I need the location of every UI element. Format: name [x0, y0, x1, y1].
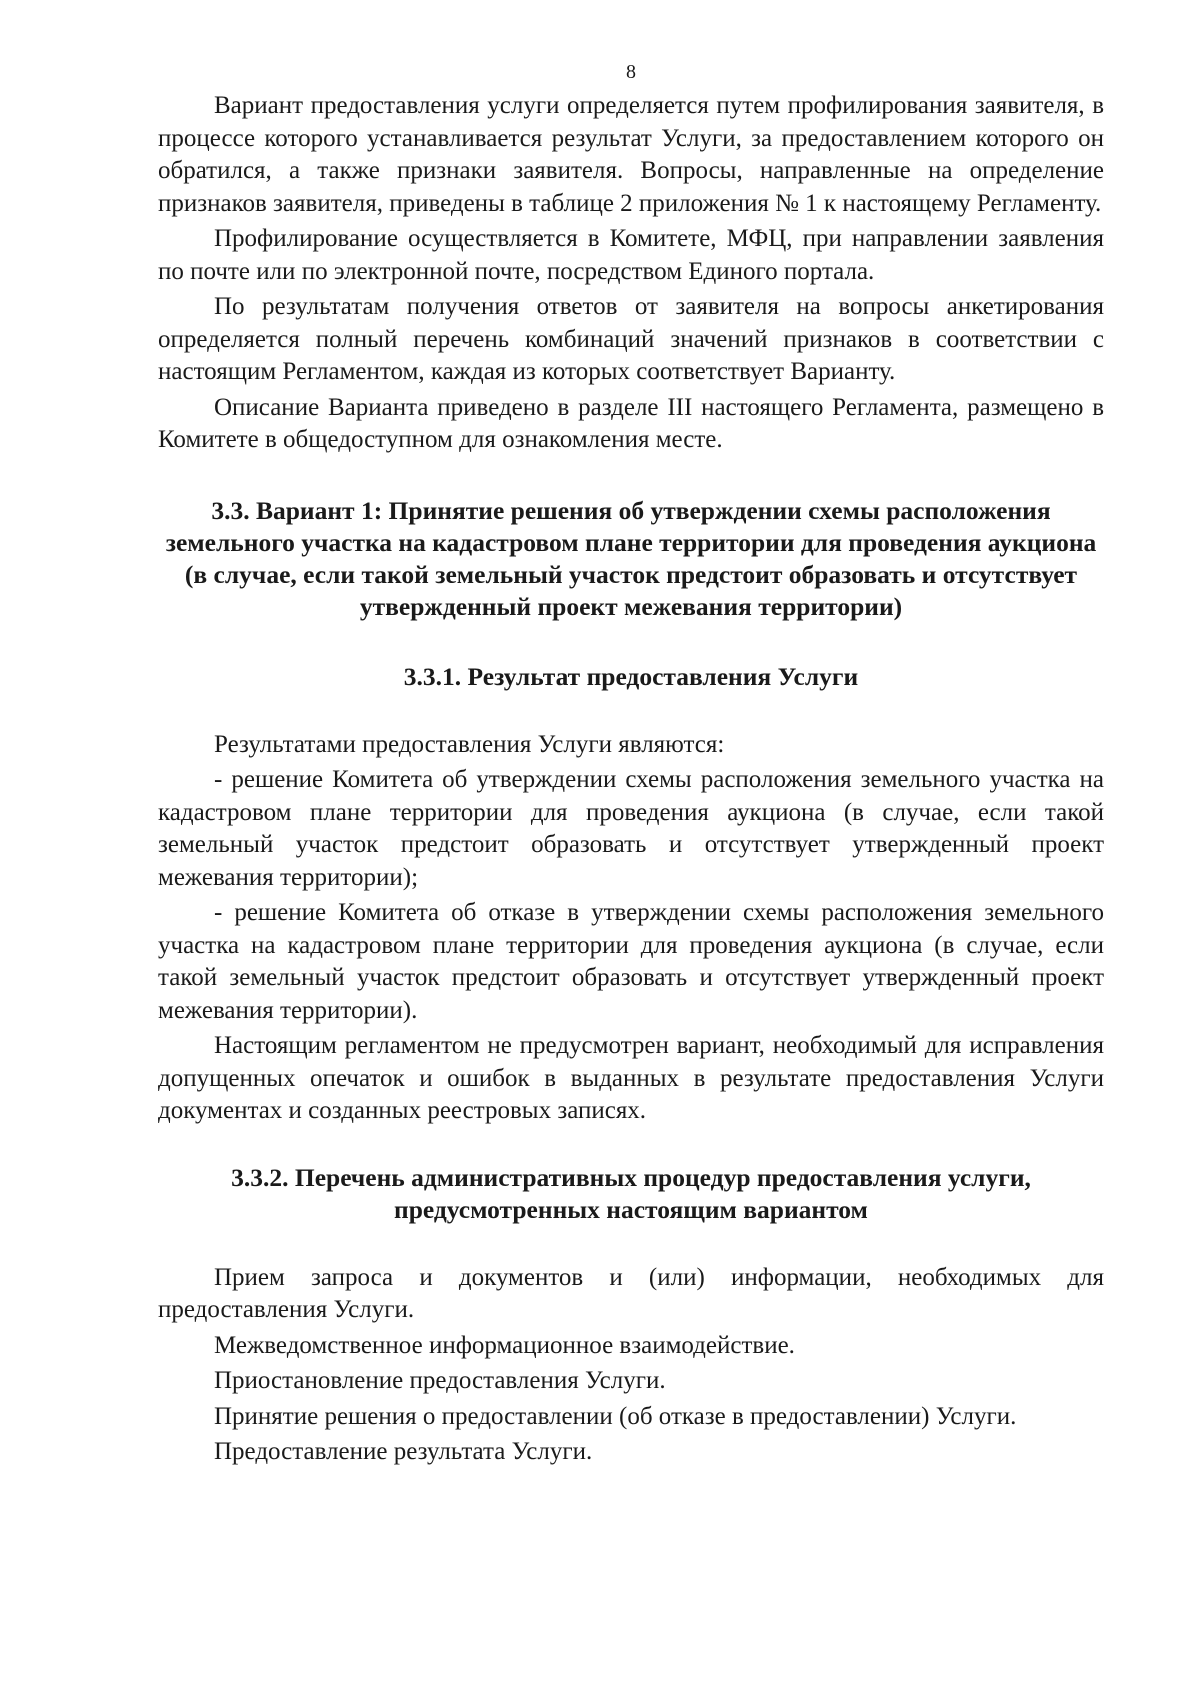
- intro-paragraph-4: Описание Варианта приведено в разделе III настоящего Регламента, размещено в Комитете в общедоступном для ознакомления месте.: [158, 393, 1104, 453]
- page-number: 8: [626, 61, 636, 83]
- intro-paragraph-2: Профилирование осуществляется в Комитете, МФЦ, при направлении заявления по почте или по электронной почте, посредством Единого портала.: [158, 225, 1104, 285]
- section-3-3-2-body: [158, 1262, 1104, 1469]
- intro-paragraph-1: Вариант предоставления услуги определяется путем профилирования заявителя, в процессе которого устанавливается результат Услуги, за предоставлением которого он обратился, а также признаки заявителя. Вопросы, направленные на определение признаков заявителя, приведены в таблице 2 приложения № 1 к настоящему Регламенту.: [158, 92, 1104, 217]
- procedure-result-delivery-paragraph: Предоставление результата Услуги.: [214, 1438, 593, 1465]
- section-3-3-1-heading: 3.3.1. Результат предоставления Услуги: [403, 661, 859, 691]
- procedure-reception-paragraph: Прием запроса и документов и (или) информации, необходимых для предоставления Услуги.: [158, 1263, 1104, 1323]
- results-intro-paragraph: Результатами предоставления Услуги являются:: [214, 730, 725, 758]
- procedure-decision-paragraph: Принятие решения о предоставлении (об отказе в предоставлении) Услуги.: [214, 1402, 1017, 1430]
- no-correction-variant-paragraph: Настоящим регламентом не предусмотрен вариант, необходимый для исправления допущенных опечаток и ошибок в выданных в результате предоставления Услуги документах и созданных реестровых записях.: [158, 1032, 1104, 1124]
- procedure-interagency-paragraph: Межведомственное информационное взаимодействие.: [214, 1331, 795, 1359]
- result-approval-paragraph: - решение Комитета об утверждении схемы расположения земельного участка на кадастровом плане территории для проведения аукциона (в случае, если такой земельный участок предстоит образовать и отсутствует утвержденный проект межевания территории);: [158, 766, 1104, 891]
- section-3-3-2-heading: 3.3.2. Перечень административных процедур предоставления услуги, предусмотренных настоящим вариантом: [231, 1162, 1031, 1224]
- intro-paragraph-3: По результатам получения ответов от заявителя на вопросы анкетирования определяется полный перечень комбинаций значений признаков в соответствии с настоящим Регламентом, каждая из которых соответствует Варианту.: [158, 293, 1104, 385]
- document-page: [158, 58, 1104, 1472]
- result-refusal-paragraph: - решение Комитета об отказе в утверждении схемы расположения земельного участка на кадастровом плане территории для проведения аукциона (в случае, если такой земельный участок предстоит образовать и отсутствует утвержденный проект межевания территории).: [158, 899, 1104, 1024]
- section-3-3-1-body: [158, 729, 1104, 1128]
- section-3-3-heading: 3.3. Вариант 1: Принятие решения об утверждении схемы расположения земельного участка на кадастровом плане территории для проведения аукциона (в случае, если такой земельный участок предстоит образовать и отсутствует утвержденный проект межевания территории): [165, 495, 1097, 621]
- procedure-suspension-paragraph: Приостановление предоставления Услуги.: [214, 1367, 666, 1394]
- intro-block: [158, 90, 1104, 457]
